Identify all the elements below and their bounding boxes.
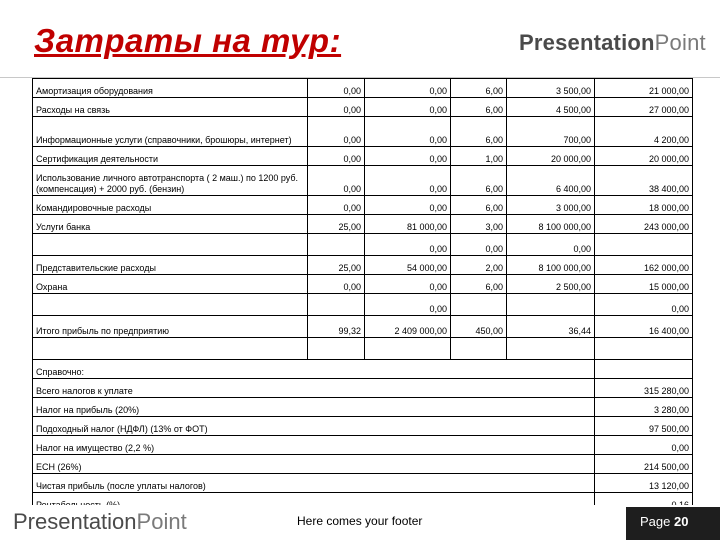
value-cell: 0,00 <box>308 98 365 117</box>
page-number <box>640 514 688 529</box>
table-row <box>33 117 693 147</box>
value-cell: 0,00 <box>365 79 451 98</box>
summary-value: 315 280,00 <box>595 379 693 398</box>
footer-text: Here comes your footer <box>297 514 423 528</box>
value-cell <box>451 294 507 316</box>
row-label: Использование личного автотранспорта ( 2 маш.) по 1200 руб. (компенсация) + 2000 руб. (бензин) <box>33 166 308 196</box>
table-row <box>33 275 693 294</box>
value-cell: 0,00 <box>308 117 365 147</box>
table-row <box>33 166 693 196</box>
table-row <box>33 294 693 316</box>
value-cell: 6,00 <box>451 275 507 294</box>
row-label: Представительские расходы <box>33 256 308 275</box>
value-cell: 4 200,00 <box>595 117 693 147</box>
value-cell: 0,00 <box>365 234 451 256</box>
value-cell: 38 400,00 <box>595 166 693 196</box>
value-cell: 16 400,00 <box>595 316 693 338</box>
summary-row <box>33 398 693 417</box>
value-cell: 0,00 <box>451 234 507 256</box>
value-cell: 6,00 <box>451 117 507 147</box>
summary-row <box>33 360 693 379</box>
table-row <box>33 98 693 117</box>
value-cell <box>308 338 365 360</box>
value-cell: 8 100 000,00 <box>507 256 595 275</box>
value-cell: 0,00 <box>365 147 451 166</box>
value-cell: 0,00 <box>365 98 451 117</box>
value-cell: 700,00 <box>507 117 595 147</box>
row-label <box>33 294 308 316</box>
table-row <box>33 147 693 166</box>
value-cell: 15 000,00 <box>595 275 693 294</box>
cost-table <box>32 78 693 512</box>
row-label: Услуги банка <box>33 215 308 234</box>
value-cell: 18 000,00 <box>595 196 693 215</box>
summary-value: 3 280,00 <box>595 398 693 417</box>
value-cell: 3,00 <box>451 215 507 234</box>
row-label: Информационные услуги (справочники, брошюры, интернет) <box>33 117 308 147</box>
value-cell: 162 000,00 <box>595 256 693 275</box>
value-cell: 450,00 <box>451 316 507 338</box>
page-number-value: 20 <box>674 514 689 529</box>
slide-title: Затраты на тур: <box>34 22 342 59</box>
summary-label: Чистая прибыль (после уплаты налогов) <box>33 474 595 493</box>
value-cell <box>451 338 507 360</box>
value-cell: 2 409 000,00 <box>365 316 451 338</box>
value-cell: 0,00 <box>308 147 365 166</box>
value-cell: 99,32 <box>308 316 365 338</box>
row-label <box>33 234 308 256</box>
value-cell: 36,44 <box>507 316 595 338</box>
row-label: Командировочные расходы <box>33 196 308 215</box>
summary-value <box>595 360 693 379</box>
value-cell: 0,00 <box>365 117 451 147</box>
value-cell <box>595 338 693 360</box>
cost-table-body <box>33 79 693 360</box>
value-cell <box>308 234 365 256</box>
value-cell: 6 400,00 <box>507 166 595 196</box>
summary-label: Подоходный налог (НДФЛ) (13% от ФОТ) <box>33 417 595 436</box>
table-row <box>33 256 693 275</box>
value-cell: 81 000,00 <box>365 215 451 234</box>
value-cell: 6,00 <box>451 98 507 117</box>
value-cell: 20 000,00 <box>595 147 693 166</box>
value-cell: 0,00 <box>365 196 451 215</box>
value-cell: 2 500,00 <box>507 275 595 294</box>
logo-word-light: Point <box>654 30 706 55</box>
row-label <box>33 338 308 360</box>
summary-row <box>33 474 693 493</box>
value-cell: 25,00 <box>308 215 365 234</box>
presentationpoint-logo <box>519 30 706 56</box>
row-label: Охрана <box>33 275 308 294</box>
table-row <box>33 234 693 256</box>
summary-label: Налог на имущество (2,2 %) <box>33 436 595 455</box>
value-cell: 0,00 <box>365 166 451 196</box>
table-row <box>33 79 693 98</box>
value-cell: 2,00 <box>451 256 507 275</box>
summary-value: 13 120,00 <box>595 474 693 493</box>
summary-label: Справочно: <box>33 360 595 379</box>
value-cell <box>595 234 693 256</box>
value-cell: 0,00 <box>595 294 693 316</box>
summary-value: 0,00 <box>595 436 693 455</box>
value-cell: 6,00 <box>451 196 507 215</box>
summary-value: 97 500,00 <box>595 417 693 436</box>
value-cell <box>507 294 595 316</box>
logo-word-bold: Presentation <box>519 30 655 55</box>
row-label: Расходы на связь <box>33 98 308 117</box>
summary-table-body <box>33 360 693 512</box>
value-cell: 25,00 <box>308 256 365 275</box>
value-cell: 0,00 <box>365 294 451 316</box>
value-cell: 3 500,00 <box>507 79 595 98</box>
cost-table-container <box>32 78 692 512</box>
table-row <box>33 196 693 215</box>
value-cell: 0,00 <box>308 196 365 215</box>
value-cell: 27 000,00 <box>595 98 693 117</box>
value-cell: 0,00 <box>308 275 365 294</box>
value-cell <box>507 338 595 360</box>
value-cell: 54 000,00 <box>365 256 451 275</box>
value-cell: 4 500,00 <box>507 98 595 117</box>
value-cell: 0,00 <box>308 79 365 98</box>
table-row <box>33 316 693 338</box>
footer-logo-word-light: Point <box>136 509 187 534</box>
summary-row <box>33 455 693 474</box>
footer-presentationpoint-logo <box>13 509 187 535</box>
footer-logo-word-bold: Presentation <box>13 509 137 534</box>
row-label: Итого прибыль по предприятию <box>33 316 308 338</box>
summary-label: Налог на прибыль (20%) <box>33 398 595 417</box>
value-cell: 0,00 <box>365 275 451 294</box>
value-cell: 1,00 <box>451 147 507 166</box>
value-cell: 243 000,00 <box>595 215 693 234</box>
value-cell: 8 100 000,00 <box>507 215 595 234</box>
value-cell: 0,00 <box>308 166 365 196</box>
value-cell: 6,00 <box>451 79 507 98</box>
value-cell <box>365 338 451 360</box>
value-cell: 0,00 <box>507 234 595 256</box>
value-cell: 21 000,00 <box>595 79 693 98</box>
value-cell: 6,00 <box>451 166 507 196</box>
summary-label: Всего налогов к уплате <box>33 379 595 398</box>
table-row <box>33 215 693 234</box>
row-label: Амортизация оборудования <box>33 79 308 98</box>
row-label: Сертификация деятельности <box>33 147 308 166</box>
value-cell: 3 000,00 <box>507 196 595 215</box>
table-row <box>33 338 693 360</box>
summary-label: ЕСН (26%) <box>33 455 595 474</box>
summary-row <box>33 436 693 455</box>
value-cell <box>308 294 365 316</box>
page-label: Page <box>640 514 671 529</box>
value-cell: 20 000,00 <box>507 147 595 166</box>
summary-row <box>33 417 693 436</box>
summary-row <box>33 379 693 398</box>
summary-value: 214 500,00 <box>595 455 693 474</box>
